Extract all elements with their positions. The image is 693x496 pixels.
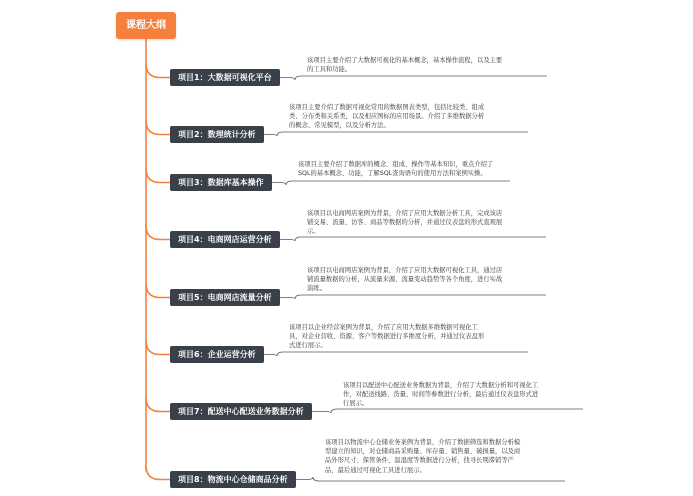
project-node[interactable]: 项目6：企业运营分析 — [170, 346, 264, 363]
description-line: 型建立的知识，对仓储商品采购量、库存量、销售量、破损量，以及商 — [325, 448, 521, 456]
description-line: 的概念、常见模型，以及分析方法。 — [289, 122, 390, 130]
description-line: 铺流量数据的分析，从流量来源、流量变动趋势等各个角度，进行实战 — [307, 276, 503, 284]
root-node[interactable]: 课程大纲 — [116, 12, 176, 39]
description-line: 该项目主要介绍了大数据可视化的基本概念，基本操作流程，以及主要 — [307, 57, 503, 64]
description-connector — [280, 237, 546, 241]
description-line: 作，对配送线路、货量、时间等参数进行分析，最后通过仪表盘形式进 — [343, 391, 539, 399]
project-description — [289, 323, 539, 351]
project-node[interactable]: 项目4：电商网店运营分析 — [170, 231, 280, 248]
project-description — [307, 209, 557, 237]
description-line: 该项目以物流中心仓储业务案例为背景，介绍了数据筛选和数据分析模 — [325, 439, 521, 446]
description-line: 铺交易、流量、访客、商品等数据的分析，并通过仪表盘的形式直观展 — [307, 219, 503, 227]
branch-connector — [146, 64, 170, 78]
description-line: SQL的基本概念、功能，了解SQL查询语句的使用方法和案例实操。 — [298, 170, 487, 178]
description-line: 该项目以电商网店案例为背景，介绍了应用大数据可视化工具，通过店 — [307, 267, 503, 274]
description-line: 式进行展示。 — [289, 342, 327, 350]
project-description — [343, 381, 593, 409]
project-node[interactable]: 项目8：物流中心仓储商品分析 — [170, 471, 296, 488]
branch-connector — [146, 284, 170, 298]
project-node[interactable]: 项目3：数据库基本操作 — [170, 174, 272, 191]
description-line: 演练。 — [307, 285, 326, 293]
project-description — [307, 266, 557, 294]
description-connector — [296, 477, 565, 481]
project-node[interactable]: 项目2：数理统计分析 — [170, 126, 264, 143]
project-node[interactable]: 项目5：电商网店流量分析 — [170, 289, 280, 306]
project-description — [307, 56, 557, 74]
description-line: 该项目以电商网店案例为背景，介绍了应用大数据分析工具，完成该店 — [307, 210, 503, 217]
description-line: 该项目主要介绍了数据可视化常用的数据图表类型，包括比较类、组成 — [289, 104, 485, 111]
project-node[interactable]: 项目7：配送中心配送业务数据分析 — [170, 403, 312, 420]
description-line: 品外形尺寸、保管条件、温湿度等数据进行分析，找寻长期滞销等产 — [325, 457, 514, 465]
branch-connector — [146, 121, 170, 135]
branch-connector — [146, 169, 170, 183]
description-connector — [280, 76, 547, 80]
project-node[interactable]: 项目1：大数据可视化平台 — [170, 69, 280, 86]
description-line: 行展示。 — [343, 400, 369, 408]
description-line: 具，对企业营收、资源、客户等数据进行多维度分析，并通过仪表盘形 — [289, 333, 485, 341]
description-connector — [272, 181, 510, 185]
description-line: 类、分布类和关系类，以及相应图标的应用场景。介绍了多维数据分析 — [289, 113, 485, 121]
description-connector — [280, 295, 546, 299]
description-line: 该项目主要介绍了数据库的概念、组成、操作等基本知识，重点介绍了 — [298, 161, 494, 168]
description-line: 该项目以企业经营案例为背景，介绍了应用大数据多维数据可视化工 — [289, 324, 478, 331]
description-line: 品，最后通过可视化工具进行展示。 — [325, 466, 426, 474]
description-line: 的工具和功能。 — [307, 66, 352, 74]
project-description — [289, 103, 539, 131]
project-description — [298, 160, 548, 178]
description-connector — [264, 352, 528, 356]
project-description — [325, 438, 575, 475]
branch-connector — [146, 398, 170, 412]
description-connector — [264, 132, 528, 136]
branch-connector — [146, 341, 170, 355]
description-line: 该项目以配送中心配送业务数据为背景，介绍了大数据分析和可视化工 — [343, 382, 539, 389]
description-line: 示。 — [307, 228, 320, 236]
branch-connector — [146, 226, 170, 240]
description-connector — [312, 409, 583, 413]
branch-connector — [146, 466, 170, 480]
